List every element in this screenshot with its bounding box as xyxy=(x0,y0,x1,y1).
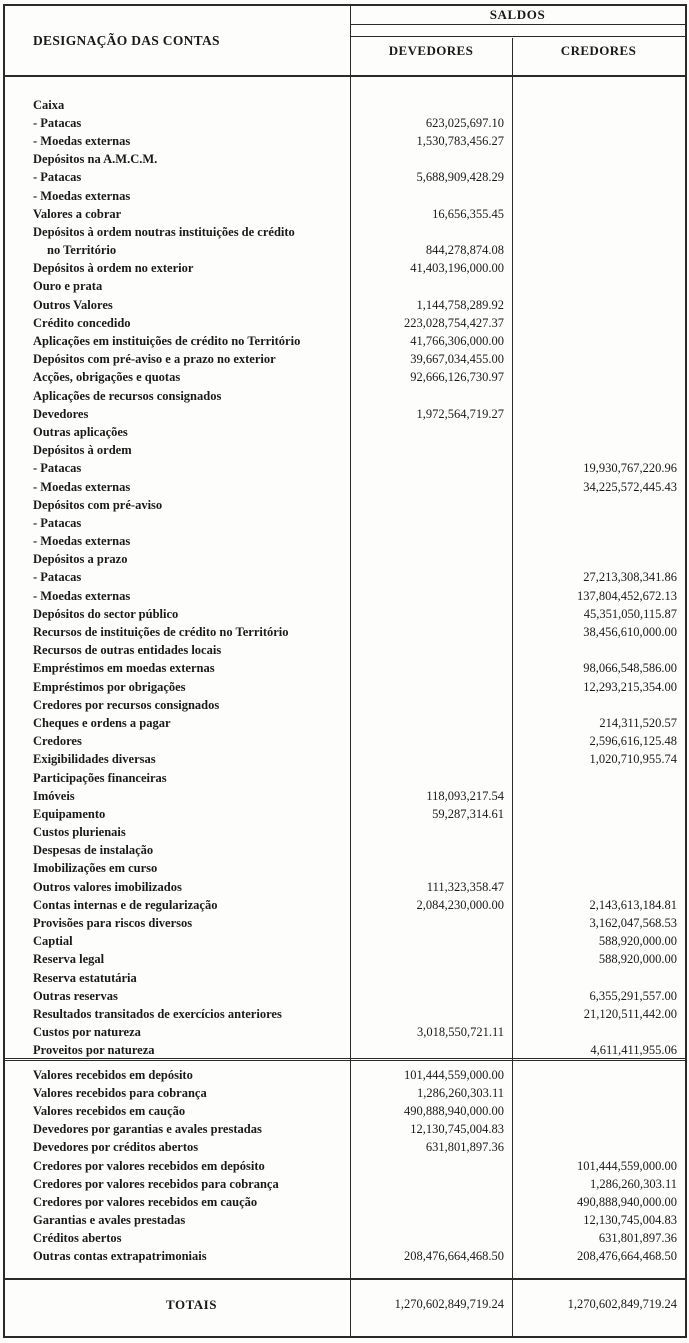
account-label: Empréstimos por obrigações xyxy=(33,679,186,694)
account-label: Aplicações em instituições de crédito no Território xyxy=(33,334,301,349)
account-label: Despesas de instalação xyxy=(33,843,154,858)
table-row xyxy=(5,1005,685,1023)
credores-value: 137,804,452,672.13 xyxy=(577,588,677,603)
saldos-header-label: SALDOS xyxy=(350,6,685,25)
table-row xyxy=(5,1193,685,1211)
account-label: Depósitos à ordem xyxy=(33,443,132,458)
account-label: Outros valores imobilizados xyxy=(33,879,182,894)
devedores-value: 1,972,564,719.27 xyxy=(416,406,504,421)
table-row xyxy=(5,132,685,150)
account-label: Depósitos do sector público xyxy=(33,606,179,621)
table-row xyxy=(5,1175,685,1193)
devedores-value: 631,801,897.36 xyxy=(425,1140,504,1155)
saldos-header-group xyxy=(350,6,685,75)
account-label: Custos plurienais xyxy=(33,825,126,840)
table-row xyxy=(5,933,685,951)
account-label: - Patacas xyxy=(33,115,82,130)
table-row xyxy=(5,1139,685,1157)
credores-value: 3,162,047,568.53 xyxy=(589,916,677,931)
credores-value: 588,920,000.00 xyxy=(598,934,677,949)
table-row xyxy=(5,551,685,569)
table-row xyxy=(5,623,685,641)
credores-value: 6,355,291,557.00 xyxy=(589,988,677,1003)
account-label: Depósitos à ordem no exterior xyxy=(33,261,194,276)
account-label: Contas internas e de regularização xyxy=(33,897,218,912)
account-label: Crédito concedido xyxy=(33,315,131,330)
table-row xyxy=(5,751,685,769)
section-contas-patrimoniais xyxy=(5,77,685,1061)
account-label: Outras reservas xyxy=(33,988,118,1003)
account-label: - Moedas externas xyxy=(33,133,131,148)
totals-devedores-value: 1,270,602,849,719.24 xyxy=(394,1297,504,1311)
account-label: Devedores por créditos abertos xyxy=(33,1140,199,1155)
devedores-value: 39,667,034,455.00 xyxy=(410,352,504,367)
section-contas-extrapatrimoniais xyxy=(5,1061,685,1280)
account-label: Reserva estatutária xyxy=(33,970,137,985)
table-row xyxy=(5,496,685,514)
devedores-value: 41,403,196,000.00 xyxy=(410,261,504,276)
credores-value: 38,456,610,000.00 xyxy=(583,625,677,640)
devedores-value: 16,656,355.45 xyxy=(432,206,504,221)
table-row xyxy=(5,387,685,405)
credores-value: 631,801,897.36 xyxy=(598,1231,677,1246)
table-row xyxy=(5,223,685,241)
account-label: Proveitos por natureza xyxy=(33,1043,155,1058)
table-row xyxy=(5,514,685,532)
balance-sheet-table xyxy=(3,4,687,1338)
account-label: Credores por valores recebidos em depósito xyxy=(33,1158,265,1173)
account-label: Garantias e avales prestadas xyxy=(33,1213,186,1228)
devedores-value: 844,278,874.08 xyxy=(425,243,504,258)
account-label: Acções, obrigações e quotas xyxy=(33,370,181,385)
account-label: no Território xyxy=(47,243,117,258)
account-label: Cheques e ordens a pagar xyxy=(33,715,171,730)
account-label: Credores xyxy=(33,734,82,749)
table-header xyxy=(5,6,685,77)
account-label: Provisões para riscos diversos xyxy=(33,916,193,931)
account-label: Depósitos na A.M.C.M. xyxy=(33,152,158,167)
account-label: Valores recebidos para cobrança xyxy=(33,1085,207,1100)
table-row xyxy=(5,1157,685,1175)
table-row xyxy=(5,605,685,623)
table-row xyxy=(5,442,685,460)
account-label: Custos por natureza xyxy=(33,1025,141,1040)
credores-value: 101,444,559,000.00 xyxy=(577,1158,677,1173)
totals-credores-value: 1,270,602,849,719.24 xyxy=(567,1297,677,1311)
table-row xyxy=(5,824,685,842)
credores-value: 19,930,767,220.96 xyxy=(583,461,677,476)
table-row xyxy=(5,987,685,1005)
credores-value: 1,020,710,955.74 xyxy=(589,752,677,767)
credores-value: 45,351,050,115.87 xyxy=(583,606,677,621)
table-row xyxy=(5,314,685,332)
account-label: - Moedas externas xyxy=(33,534,131,549)
account-label: Depósitos a prazo xyxy=(33,552,128,567)
devedores-value: 1,144,758,289.92 xyxy=(416,297,504,312)
devedores-value: 101,444,559,000.00 xyxy=(404,1067,504,1082)
account-label: Valores recebidos em caução xyxy=(33,1103,186,1118)
table-row xyxy=(5,205,685,223)
account-label: Credores por valores recebidos em caução xyxy=(33,1194,258,1209)
table-row xyxy=(5,951,685,969)
account-label: Exigibilidades diversas xyxy=(33,752,156,767)
table-row xyxy=(5,242,685,260)
table-row xyxy=(5,187,685,205)
account-label: Depósitos à ordem noutras instituições de crédito xyxy=(33,224,295,239)
credores-value: 4,611,411,955.06 xyxy=(590,1043,677,1058)
table-row xyxy=(5,714,685,732)
designation-header-cell xyxy=(5,6,350,75)
table-row xyxy=(5,1230,685,1248)
totals-label: TOTAIS xyxy=(166,1296,217,1312)
account-label: - Patacas xyxy=(33,170,82,185)
totals-row xyxy=(5,1280,685,1329)
credores-value: 12,293,215,354.00 xyxy=(583,679,677,694)
devedores-value: 2,084,230,000.00 xyxy=(416,897,504,912)
table-row xyxy=(5,787,685,805)
credores-column-header: CREDORES xyxy=(560,43,637,58)
devedores-value: 623,025,697.10 xyxy=(425,115,504,130)
table-row xyxy=(5,260,685,278)
table-row xyxy=(5,369,685,387)
table-row xyxy=(5,696,685,714)
account-label: Valores a cobrar xyxy=(33,206,122,221)
credores-value: 1,286,260,303.11 xyxy=(589,1176,677,1191)
account-label: Valores recebidos em depósito xyxy=(33,1067,193,1082)
credores-value: 34,225,572,445.43 xyxy=(583,479,677,494)
credores-value: 2,143,613,184.81 xyxy=(589,897,677,912)
table-row xyxy=(5,1102,685,1120)
account-label: Outras contas extrapatrimoniais xyxy=(33,1249,207,1264)
account-label: Devedores por garantias e avales prestadas xyxy=(33,1122,262,1137)
account-label: Outros Valores xyxy=(33,297,113,312)
credores-value: 214,311,520.57 xyxy=(599,715,677,730)
account-label: Captial xyxy=(33,934,73,949)
account-label: Depósitos com pré-aviso xyxy=(33,497,163,512)
table-row xyxy=(5,351,685,369)
account-label: Devedores xyxy=(33,406,89,421)
account-label: Empréstimos em moedas externas xyxy=(33,661,215,676)
account-label: Aplicações de recursos consignados xyxy=(33,388,222,403)
account-label: Depósitos com pré-aviso e a prazo no exterior xyxy=(33,352,276,367)
devedores-value: 223,028,754,427.37 xyxy=(404,315,504,330)
devedores-value: 59,287,314.61 xyxy=(432,806,504,821)
devedores-value: 490,888,940,000.00 xyxy=(404,1103,504,1118)
account-label: - Patacas xyxy=(33,515,82,530)
devedores-column-header: DEVEDORES xyxy=(388,43,474,58)
account-label: - Moedas externas xyxy=(33,479,131,494)
subheader-row xyxy=(350,37,685,75)
table-row xyxy=(5,1121,685,1139)
devedores-value: 5,688,909,428.29 xyxy=(416,170,504,185)
account-label: Resultados transitados de exercícios anteriores xyxy=(33,1006,282,1021)
devedores-value: 111,323,358.47 xyxy=(426,879,504,894)
account-label: Caixa xyxy=(33,97,65,112)
credores-value: 27,213,308,341.86 xyxy=(583,570,677,585)
account-label: Recursos de instituições de crédito no Território xyxy=(33,625,289,640)
table-row xyxy=(5,478,685,496)
devedores-value: 41,766,306,000.00 xyxy=(410,334,504,349)
credores-value: 2,596,616,125.48 xyxy=(589,734,677,749)
table-row xyxy=(5,96,685,114)
table-row xyxy=(5,642,685,660)
credores-value: 208,476,664,468.50 xyxy=(577,1249,677,1264)
table-row xyxy=(5,914,685,932)
table-row xyxy=(5,969,685,987)
account-label: - Patacas xyxy=(33,570,82,585)
account-label: Credores por recursos consignados xyxy=(33,697,220,712)
table-row xyxy=(5,332,685,350)
header-spacer-band xyxy=(350,25,685,37)
account-label: Participações financeiras xyxy=(33,770,167,785)
credores-value: 490,888,940,000.00 xyxy=(577,1194,677,1209)
devedores-value: 12,130,745,004.83 xyxy=(410,1122,504,1137)
devedores-value: 118,093,217.54 xyxy=(426,788,504,803)
table-row xyxy=(5,860,685,878)
account-label: - Patacas xyxy=(33,461,82,476)
table-row xyxy=(5,1248,685,1266)
credores-value: 98,066,548,586.00 xyxy=(583,661,677,676)
account-label: Reserva legal xyxy=(33,952,105,967)
table-row xyxy=(5,1084,685,1102)
devedores-value: 208,476,664,468.50 xyxy=(404,1249,504,1264)
table-row xyxy=(5,678,685,696)
account-label: Credores por valores recebidos para cobrança xyxy=(33,1176,279,1191)
devedores-value: 1,530,783,456.27 xyxy=(416,133,504,148)
table-row xyxy=(5,1212,685,1230)
table-row xyxy=(5,805,685,823)
table-row xyxy=(5,1042,685,1060)
table-row xyxy=(5,896,685,914)
table-row xyxy=(5,296,685,314)
table-row xyxy=(5,660,685,678)
account-label: - Moedas externas xyxy=(33,188,131,203)
column-divider-dev-cred xyxy=(512,38,513,1336)
table-row xyxy=(5,423,685,441)
account-label: Recursos de outras entidades locais xyxy=(33,643,222,658)
table-row xyxy=(5,569,685,587)
table-row xyxy=(5,587,685,605)
column-divider-designation xyxy=(350,6,351,1336)
account-label: - Moedas externas xyxy=(33,588,131,603)
table-row xyxy=(5,169,685,187)
table-row xyxy=(5,733,685,751)
table-row xyxy=(5,878,685,896)
designation-header-label: DESIGNAÇÃO DAS CONTAS xyxy=(33,32,220,48)
credores-value: 12,130,745,004.83 xyxy=(583,1213,677,1228)
table-row xyxy=(5,460,685,478)
credores-value: 588,920,000.00 xyxy=(598,952,677,967)
table-row xyxy=(5,1066,685,1084)
table-row xyxy=(5,278,685,296)
account-label: Ouro e prata xyxy=(33,279,103,294)
devedores-value: 1,286,260,303.11 xyxy=(416,1085,504,1100)
table-row xyxy=(5,1024,685,1042)
account-label: Equipamento xyxy=(33,806,106,821)
table-row xyxy=(5,769,685,787)
table-row xyxy=(5,151,685,169)
table-row xyxy=(5,533,685,551)
account-label: Créditos abertos xyxy=(33,1231,122,1246)
account-label: Imóveis xyxy=(33,788,75,803)
devedores-value: 3,018,550,721.11 xyxy=(416,1025,504,1040)
account-label: Outras aplicações xyxy=(33,424,128,439)
devedores-value: 92,666,126,730.97 xyxy=(410,370,504,385)
account-label: Imobilizações em curso xyxy=(33,861,158,876)
table-row xyxy=(5,405,685,423)
table-row xyxy=(5,114,685,132)
credores-value: 21,120,511,442.00 xyxy=(583,1006,677,1021)
table-row xyxy=(5,842,685,860)
